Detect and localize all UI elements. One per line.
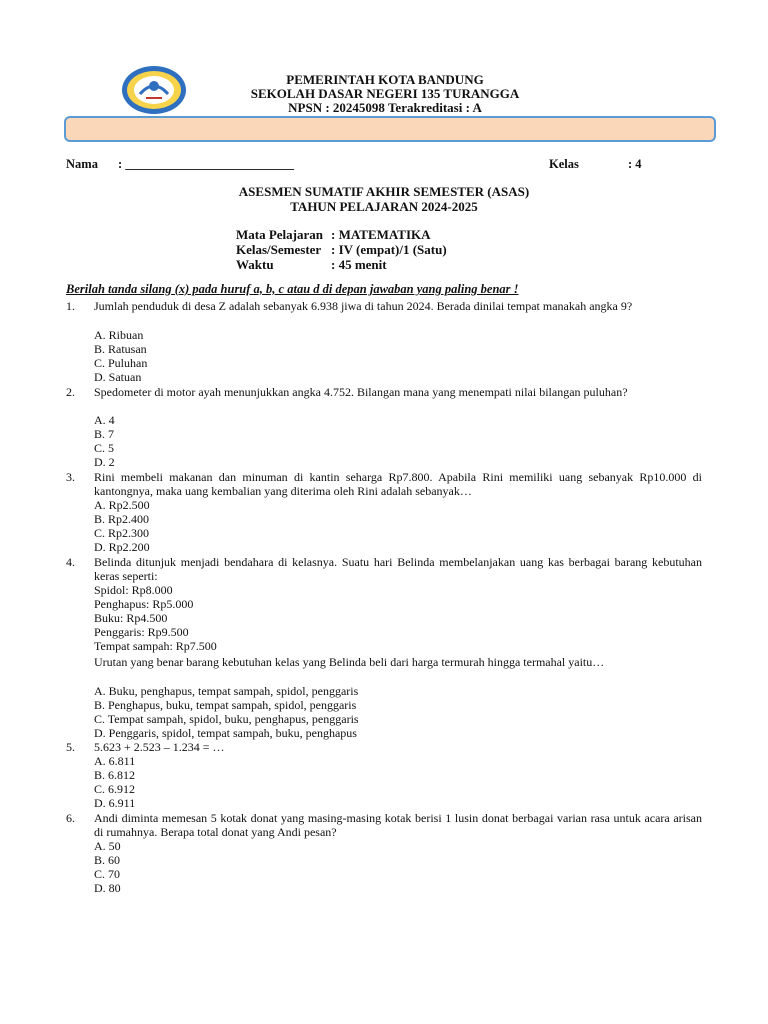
option-5b[interactable]: B. 6.812: [94, 768, 136, 782]
price-item-penghapus: Penghapus: Rp5.000: [94, 597, 194, 611]
time-row: [236, 257, 387, 273]
option-2c[interactable]: C. 5: [94, 441, 115, 455]
option-1b[interactable]: B. Ratusan: [94, 342, 147, 356]
question-number: 6.: [66, 811, 75, 825]
price-item-spidol: Spidol: Rp8.000: [94, 583, 173, 597]
question-1: [66, 299, 702, 313]
question-4-prompt: [66, 655, 702, 669]
option-1a[interactable]: A. Ribuan: [94, 328, 144, 342]
option-6d[interactable]: D. 80: [94, 881, 121, 895]
header-banner: [64, 116, 716, 142]
header-school-name: SEKOLAH DASAR NEGERI 135 TURANGGA: [250, 86, 520, 101]
option-6b[interactable]: B. 60: [94, 853, 121, 867]
option-4b[interactable]: B. Penghapus, buku, tempat sampah, spidol, penggaris: [94, 698, 357, 712]
question-4: [66, 555, 702, 583]
option-3c[interactable]: C. Rp2.300: [94, 526, 150, 540]
option-6a[interactable]: A. 50: [94, 839, 121, 853]
option-2a[interactable]: A. 4: [94, 413, 115, 427]
question-6: [66, 811, 702, 839]
subject-label: Mata Pelajaran: [236, 227, 324, 242]
option-2d[interactable]: D. 2: [94, 455, 115, 469]
question-3: [66, 470, 702, 498]
option-3d[interactable]: D. Rp2.200: [94, 540, 150, 554]
name-label: Nama: [66, 157, 98, 171]
question-text: Urutan yang benar barang kebutuhan kelas yang Belinda beli dari harga termurah hingga termahal yaitu…: [94, 655, 605, 669]
subject-value: : MATEMATIKA: [331, 227, 431, 242]
instruction: Berilah tanda silang (x) pada huruf a, b, c atau d di depan jawaban yang paling benar !: [66, 282, 519, 296]
question-5: [66, 740, 702, 754]
class-label: Kelas: [549, 157, 579, 171]
question-text: Spedometer di motor ayah menunjukkan angka 4.752. Bilangan mana yang menempati nilai bilangan puluhan?: [94, 385, 628, 399]
question-number: 1.: [66, 299, 75, 313]
option-4c[interactable]: C. Tempat sampah, spidol, buku, penghapus, penggaris: [94, 712, 359, 726]
price-item-buku: Buku: Rp4.500: [94, 611, 168, 625]
option-1d[interactable]: D. Satuan: [94, 370, 142, 384]
semester-label: Kelas/Semester: [236, 242, 322, 257]
price-item-tempat-sampah: Tempat sampah: Rp7.500: [94, 639, 217, 653]
option-4a[interactable]: A. Buku, penghapus, tempat sampah, spidol, penggaris: [94, 684, 359, 698]
price-item-penggaris: Penggaris: Rp9.500: [94, 625, 189, 639]
subject-row: [236, 227, 431, 243]
option-5a[interactable]: A. 6.811: [94, 754, 136, 768]
option-1c[interactable]: C. Puluhan: [94, 356, 148, 370]
school-logo: [120, 64, 188, 116]
question-text: 5.623 + 2.523 – 1.234 = …: [94, 740, 225, 754]
option-2b[interactable]: B. 7: [94, 427, 115, 441]
semester-value: : IV (empat)/1 (Satu): [331, 242, 447, 257]
header-npsn: NPSN : 20245098 Terakreditasi : A: [288, 100, 482, 115]
time-value: : 45 menit: [331, 257, 387, 272]
option-3a[interactable]: A. Rp2.500: [94, 498, 150, 512]
exam-year: TAHUN PELAJARAN 2024-2025: [290, 199, 478, 214]
class-value: : 4: [628, 157, 642, 171]
option-4d[interactable]: D. Penggaris, spidol, tempat sampah, buku, penghapus: [94, 726, 357, 740]
question-text: Andi diminta memesan 5 kotak donat yang masing-masing kotak berisi 1 lusin donat berbagai varian rasa untuk acara arisan di rumahnya. Berapa total donat yang Andi pesan?: [94, 811, 702, 839]
question-number: 5.: [66, 740, 75, 754]
option-6c[interactable]: C. 70: [94, 867, 121, 881]
name-field[interactable]: : ___________________________: [118, 157, 295, 171]
question-2: [66, 385, 702, 399]
semester-row: [236, 242, 447, 258]
question-number: 2.: [66, 385, 75, 399]
question-number: 3.: [66, 470, 75, 484]
option-5c[interactable]: C. 6.912: [94, 782, 136, 796]
question-text: Rini membeli makanan dan minuman di kantin seharga Rp7.800. Apabila Rini memiliki uang sebanyak Rp10.000 di kantongnya, maka uang kembalian yang diterima oleh Rini adalah sebanyak…: [94, 470, 702, 498]
option-3b[interactable]: B. Rp2.400: [94, 512, 150, 526]
option-5d[interactable]: D. 6.911: [94, 796, 136, 810]
exam-title: ASESMEN SUMATIF AKHIR SEMESTER (ASAS): [238, 184, 530, 199]
question-text: Jumlah penduduk di desa Z adalah sebanyak 6.938 jiwa di tahun 2024. Berada dinilai tempat manakah angka 9?: [94, 299, 633, 313]
question-number: 4.: [66, 555, 75, 569]
header-government: PEMERINTAH KOTA BANDUNG: [286, 72, 484, 87]
time-label: Waktu: [236, 257, 274, 272]
question-text: Belinda ditunjuk menjadi bendahara di kelasnya. Suatu hari Belinda membelanjakan uang kas berbagai barang kebutuhan keras seperti:: [94, 555, 702, 583]
